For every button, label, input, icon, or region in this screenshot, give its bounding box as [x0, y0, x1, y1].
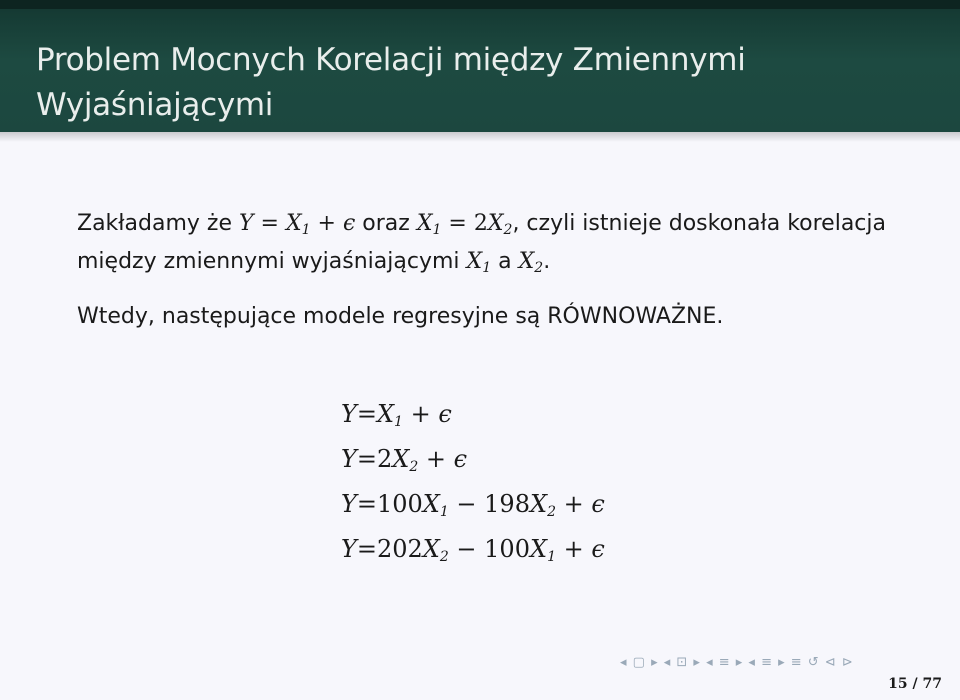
title-bar	[0, 0, 960, 132]
equation-3: $Y=100X_1 - 198X_2 + \epsilon$	[341, 490, 605, 520]
text-segment: a	[491, 249, 519, 274]
paragraph-assumption	[77, 205, 917, 281]
equation-4: $Y=202X_2 - 100X_1 + \epsilon$	[341, 535, 605, 565]
math-x1: $X_1$	[416, 211, 442, 238]
paragraph-equivalence: Wtedy, następujące modele regresyjne są RÓWNOWAŻNE.	[77, 304, 724, 329]
slide-title: Problem Mocnych Korelacji między Zmiennymi Wyjaśniającymi	[36, 42, 746, 123]
math-x1: $X_1$	[285, 211, 311, 238]
math-op: = 2	[441, 211, 488, 236]
top-strip	[0, 0, 960, 9]
equation-1: $Y=X_1 + \epsilon$	[341, 400, 452, 430]
text-segment: Zakładamy że	[77, 211, 239, 236]
equation-2: $Y=2X_2 + \epsilon$	[341, 445, 468, 475]
page-number: 15 / 77	[888, 676, 942, 692]
beamer-navigation[interactable]: ◂ ▢ ▸ ◂ ⊡ ▸ ◂ ≡ ▸ ◂ ≡ ▸ ≡ ↺ ⊲ ⊳	[620, 655, 854, 670]
text-segment: oraz	[355, 211, 417, 236]
text-segment: .	[543, 249, 551, 274]
equation-list	[341, 392, 605, 572]
math-x1: $X_1$	[466, 249, 492, 276]
math-y: Y	[239, 211, 254, 236]
text-segment: , czyli istnieje doskonała korelacja między zmiennymi wyjaśniającymi	[77, 211, 886, 274]
math-op: =	[253, 211, 286, 236]
math-x2: $X_2$	[487, 211, 513, 238]
title-shadow	[0, 132, 960, 142]
math-x2: $X_2$	[518, 249, 544, 276]
math-op: +	[310, 211, 343, 236]
math-epsilon: ϵ	[342, 211, 356, 236]
